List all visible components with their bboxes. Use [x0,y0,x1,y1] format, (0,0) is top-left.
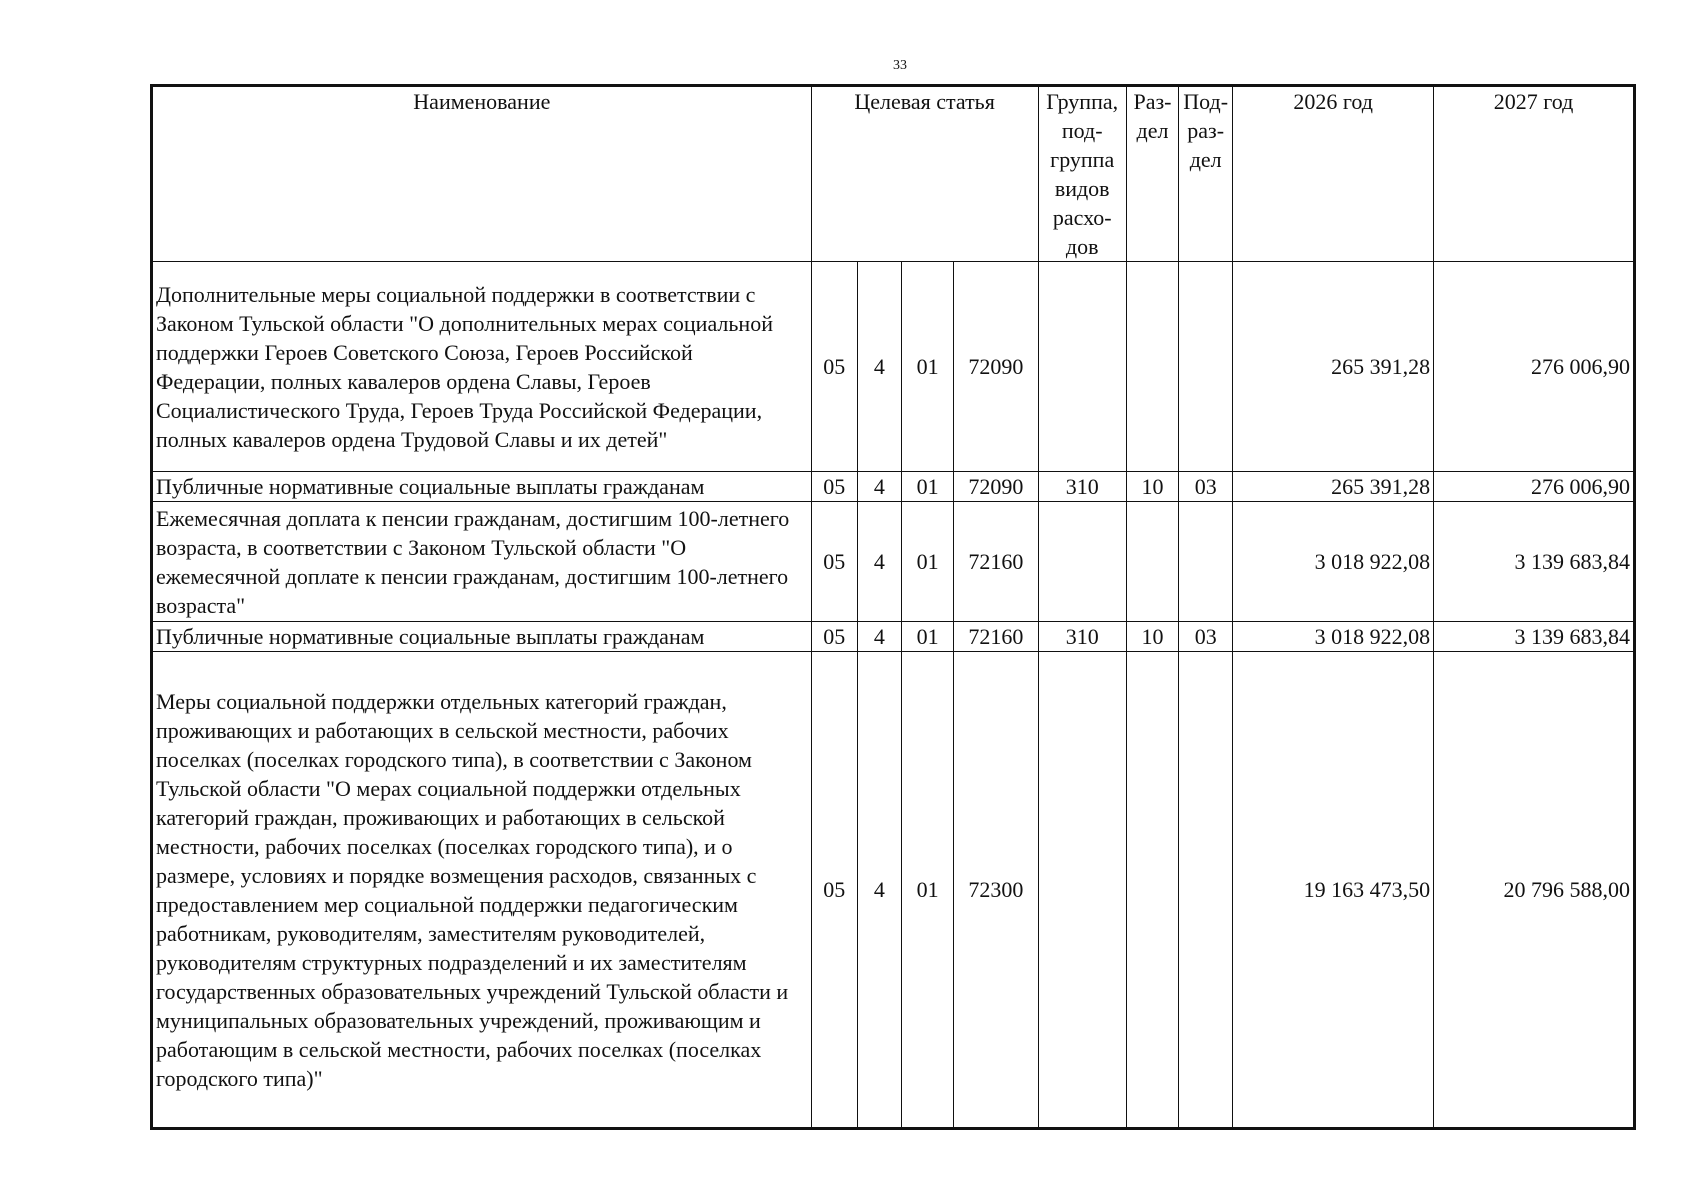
expense-group [1038,502,1126,622]
expense-group: 310 [1038,622,1126,652]
header-subsection: Под-раз-дел [1179,86,1233,262]
target-part-4: 72300 [954,652,1038,1129]
table-header-row [152,86,1635,262]
header-name: Наименование [152,86,812,262]
target-part-4: 72090 [954,262,1038,472]
target-part-3: 01 [902,472,954,502]
table-row [152,262,1635,472]
target-part-3: 01 [902,652,954,1129]
section [1126,652,1178,1129]
section: 10 [1126,622,1178,652]
table-row [152,622,1635,652]
section [1126,502,1178,622]
row-name: Ежемесячная доплата к пенсии гражданам, достигшим 100-летнего возраста, в соответствии с Законом Тульской области "О ежемесячной доплате к пенсии гражданам, достигшим 100-летнего возраста" [152,502,812,622]
subsection [1179,262,1233,472]
table-row [152,502,1635,622]
expense-group: 310 [1038,472,1126,502]
target-part-2: 4 [857,622,901,652]
target-part-3: 01 [902,502,954,622]
target-part-3: 01 [902,262,954,472]
target-part-1: 05 [811,652,857,1129]
target-part-2: 4 [857,652,901,1129]
target-part-2: 4 [857,472,901,502]
subsection [1179,502,1233,622]
budget-table [150,84,1636,1130]
amount-2027: 3 139 683,84 [1434,502,1635,622]
row-name: Меры социальной поддержки отдельных категорий граждан, проживающих и работающих в сельской местности, рабочих поселках (поселках городского типа), в соответствии с Законом Тульской области "О мерах социальной поддержки отдельных категорий граждан, проживающих и работающих в сельской местности, рабочих поселках (поселках городского типа), и о размере, условиях и порядке возмещения расходов, связанных с предоставлением мер социальной поддержки педагогическим работникам, руководителям, заместителям руководителей, руководителям структурных подразделений и их заместителям государственных образовательных учреждений Тульской области и муниципальных образовательных учреждений, проживающим и работающим в сельской местности, рабочих поселках (поселках городского типа)" [152,652,812,1129]
expense-group [1038,262,1126,472]
header-target-article: Целевая статья [811,86,1038,262]
amount-2026: 265 391,28 [1233,262,1434,472]
target-part-3: 01 [902,622,954,652]
subsection: 03 [1179,622,1233,652]
row-name: Публичные нормативные социальные выплаты гражданам [152,622,812,652]
section [1126,262,1178,472]
header-year-2027: 2027 год [1434,86,1635,262]
table-row [152,472,1635,502]
target-part-1: 05 [811,622,857,652]
target-part-4: 72160 [954,502,1038,622]
target-part-4: 72090 [954,472,1038,502]
subsection: 03 [1179,472,1233,502]
amount-2026: 3 018 922,08 [1233,502,1434,622]
amount-2026: 3 018 922,08 [1233,622,1434,652]
row-name: Дополнительные меры социальной поддержки в соответствии с Законом Тульской области "О дополнительных мерах социальной поддержки Героев Советского Союза, Героев Российской Федерации, полных кавалеров ордена Славы, Героев Социалистического Труда, Героев Труда Российской Федерации, полных кавалеров ордена Трудовой Славы и их детей" [152,262,812,472]
header-year-2026: 2026 год [1233,86,1434,262]
amount-2027: 276 006,90 [1434,472,1635,502]
target-part-1: 05 [811,262,857,472]
target-part-1: 05 [811,502,857,622]
target-part-2: 4 [857,262,901,472]
amount-2026: 19 163 473,50 [1233,652,1434,1129]
header-expense-group: Группа, под-группа видов расхо-дов [1038,86,1126,262]
page-number: 33 [893,58,907,73]
expense-group [1038,652,1126,1129]
amount-2027: 3 139 683,84 [1434,622,1635,652]
section: 10 [1126,472,1178,502]
row-name: Публичные нормативные социальные выплаты гражданам [152,472,812,502]
header-section: Раз-дел [1126,86,1178,262]
amount-2026: 265 391,28 [1233,472,1434,502]
subsection [1179,652,1233,1129]
table-row [152,652,1635,1129]
target-part-4: 72160 [954,622,1038,652]
target-part-2: 4 [857,502,901,622]
amount-2027: 20 796 588,00 [1434,652,1635,1129]
amount-2027: 276 006,90 [1434,262,1635,472]
target-part-1: 05 [811,472,857,502]
